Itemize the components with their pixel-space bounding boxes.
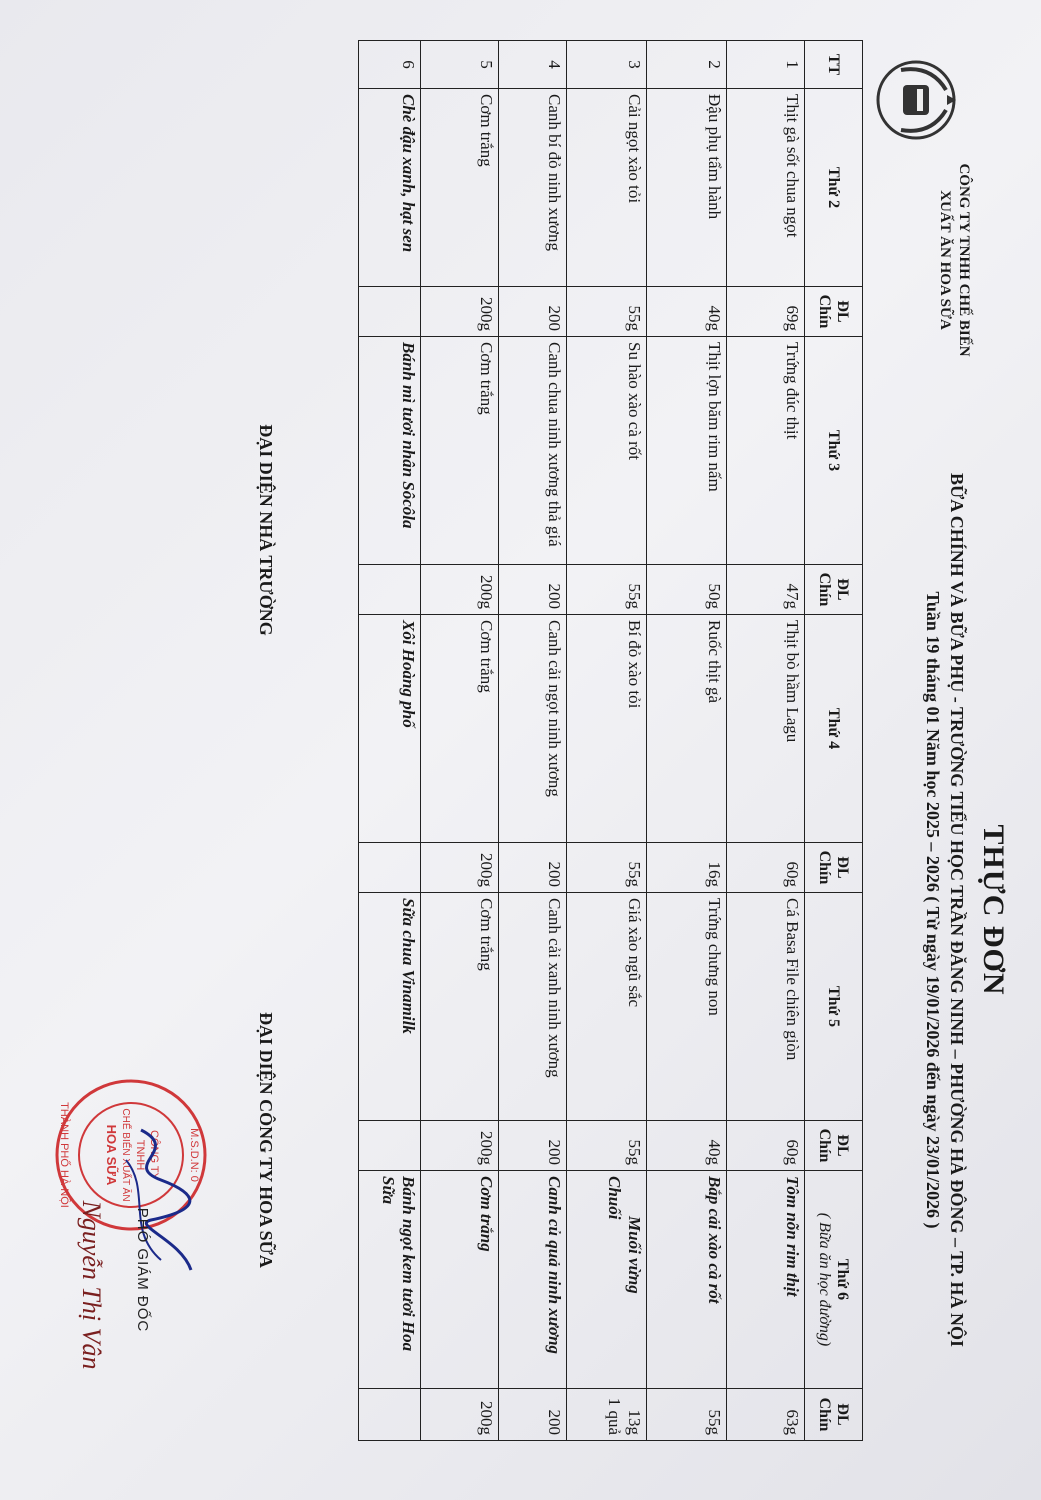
- week-range: Tuần 19 tháng 01 Năm học 2025 – 2026 ( Từ ngày 19/01/2026 đến ngày 23/01/2026 ): [923, 591, 943, 1229]
- signer-position: PHÓ GIÁM ĐỐC: [134, 1207, 151, 1333]
- header-dl: ĐL Chín: [805, 843, 863, 893]
- dish-cell: Giá xào ngũ sắc: [567, 893, 647, 1121]
- table-row: [647, 41, 727, 1441]
- dish-cell: Canh cải ngọt ninh xương: [499, 615, 567, 843]
- weight-cell: [359, 1121, 421, 1171]
- snack-cell: Sữa chua Vinamilk: [359, 893, 421, 1121]
- header-tt: TT: [805, 41, 863, 89]
- stamp-line-2: TNHH: [134, 1139, 146, 1171]
- snack-cell: Xôi Hoàng phố: [359, 615, 421, 843]
- dish-cell: Canh chua ninh xương thả giá: [499, 337, 567, 565]
- dish-cell: Trứng chưng non: [647, 893, 727, 1121]
- header-dl: ĐL Chín: [805, 287, 863, 337]
- row-number: 6: [359, 41, 421, 89]
- table-row: [421, 41, 499, 1441]
- dish-cell: Canh bí đỏ ninh xương: [499, 89, 567, 287]
- table-row: [359, 41, 421, 1441]
- header-wed: Thứ 4: [805, 615, 863, 843]
- snack-cell: Bánh mì tươi nhân Sôcôla: [359, 337, 421, 565]
- table-header-row: [805, 41, 863, 1441]
- weight-cell: 200g: [421, 1389, 499, 1441]
- company-representative-label: ĐẠI DIỆN CÔNG TY HOA SỮA: [256, 1012, 276, 1268]
- weight-cell: 63g: [727, 1389, 805, 1441]
- weight-cell: 69g: [727, 287, 805, 337]
- table-row: [499, 41, 567, 1441]
- stamp-line-3: CHẾ BIẾN XUẤT ĂN: [120, 1108, 131, 1202]
- dish-cell: Cơm trắng: [421, 337, 499, 565]
- dish-cell: Canh cải xanh ninh xương: [499, 893, 567, 1121]
- stamp-line-1: CÔNG TY: [148, 1130, 160, 1180]
- dish-cell: Cá Basa File chiên giòn: [727, 893, 805, 1121]
- title-block: [921, 330, 1011, 1490]
- page-title: THỰC ĐƠN: [977, 824, 1010, 996]
- weight-cell: [359, 565, 421, 615]
- row-number: 5: [421, 41, 499, 89]
- weight-cell: 200: [499, 1389, 567, 1441]
- dish-cell: Bắp cải xào cà rốt: [647, 1171, 727, 1389]
- page-subtitle: BỮA CHÍNH VÀ BỮA PHỤ - TRƯỜNG TIỂU HỌC TRẦN ĐĂNG NINH – PHƯỜNG HÀ ĐÔNG – TP. HÀ NỘI: [947, 472, 967, 1348]
- row-number: 2: [647, 41, 727, 89]
- weight-cell: 200: [499, 565, 567, 615]
- dish-cell: Ruốc thịt gà: [647, 615, 727, 843]
- handwritten-signature: [101, 1120, 221, 1280]
- stamp-ring-top: M.S.D.N: 0: [188, 1128, 200, 1182]
- header-dl: ĐL Chín: [805, 1121, 863, 1171]
- school-representative-label: ĐẠI DIỆN NHÀ TRƯỜNG: [256, 424, 276, 636]
- company-line-1: CÔNG TY TNHH CHẾ BIẾN: [956, 163, 972, 357]
- company-logo: [871, 55, 961, 145]
- dish-cell: Cơm trắng: [421, 893, 499, 1121]
- dish-cell: Bí đỏ xào tỏi: [567, 615, 647, 843]
- weight-cell: 60g: [727, 843, 805, 893]
- dish-cell: Su hào xào cà rốt: [567, 337, 647, 565]
- weight-cell: 200: [499, 843, 567, 893]
- weight-cell: 16g: [647, 843, 727, 893]
- weight-cell: 40g: [647, 287, 727, 337]
- weight-cell: 200g: [421, 843, 499, 893]
- weight-cell: 13g 1 quả: [567, 1389, 647, 1441]
- weight-cell: 200g: [421, 565, 499, 615]
- dish-cell: Cơm trắng: [421, 615, 499, 843]
- weight-cell: 55g: [567, 565, 647, 615]
- table-row: [727, 41, 805, 1441]
- company-line-2: XUẤT ĂN HOA SỮA: [937, 190, 953, 330]
- weight-cell: 60g: [727, 1121, 805, 1171]
- header-fri: Thứ 6 ( Bữa ăn học đường): [805, 1171, 863, 1389]
- weight-cell: 55g: [567, 1121, 647, 1171]
- snack-cell: Chè đậu xanh, hạt sen: [359, 89, 421, 287]
- header-mon: Thứ 2: [805, 89, 863, 287]
- weight-cell: 55g: [567, 843, 647, 893]
- dish-cell: Cải ngọt xào tỏi: [567, 89, 647, 287]
- header-thu: Thứ 5: [805, 893, 863, 1121]
- weight-cell: 200: [499, 287, 567, 337]
- weight-cell: 200g: [421, 287, 499, 337]
- dish-cell: Thịt gà sốt chua ngọt: [727, 89, 805, 287]
- row-number: 1: [727, 41, 805, 89]
- weight-cell: 55g: [647, 1389, 727, 1441]
- header-dl: ĐL Chín: [805, 1389, 863, 1441]
- weight-cell: [359, 1389, 421, 1441]
- dish-cell: Đậu phụ tẩm hành: [647, 89, 727, 287]
- dish-cell: Cơm trắng: [421, 89, 499, 287]
- weight-cell: 200g: [421, 1121, 499, 1171]
- dish-cell: Thịt lợn băm rim nấm: [647, 337, 727, 565]
- stamp-line-4: HOA SỮA: [104, 1124, 119, 1186]
- weight-cell: 40g: [647, 1121, 727, 1171]
- header-tue: Thứ 3: [805, 337, 863, 565]
- table-row: [567, 41, 647, 1441]
- dish-cell: Muối vừng Chuối: [567, 1171, 647, 1389]
- weight-cell: [359, 287, 421, 337]
- row-number: 3: [567, 41, 647, 89]
- dish-cell: Trứng đúc thịt: [727, 337, 805, 565]
- weight-cell: [359, 843, 421, 893]
- menu-table: [358, 40, 863, 1441]
- row-number: 4: [499, 41, 567, 89]
- signer-name: Nguyễn Thị Vân: [77, 1200, 106, 1370]
- weight-cell: 200: [499, 1121, 567, 1171]
- dish-cell: Canh củ quả ninh xương: [499, 1171, 567, 1389]
- weight-cell: 47g: [727, 565, 805, 615]
- dish-cell: Thịt bò hầm Lagu: [727, 615, 805, 843]
- dish-cell: Cơm trắng: [421, 1171, 499, 1389]
- header-dl: ĐL Chín: [805, 565, 863, 615]
- stamp-ring-bottom: THÀNH PHỐ HÀ NỘI: [58, 1102, 70, 1208]
- weight-cell: 50g: [647, 565, 727, 615]
- snack-cell: Bánh ngọt kem tươi Hoa Sữa: [359, 1171, 421, 1389]
- weight-cell: 55g: [567, 287, 647, 337]
- dish-cell: Tôm nõn rim thịt: [727, 1171, 805, 1389]
